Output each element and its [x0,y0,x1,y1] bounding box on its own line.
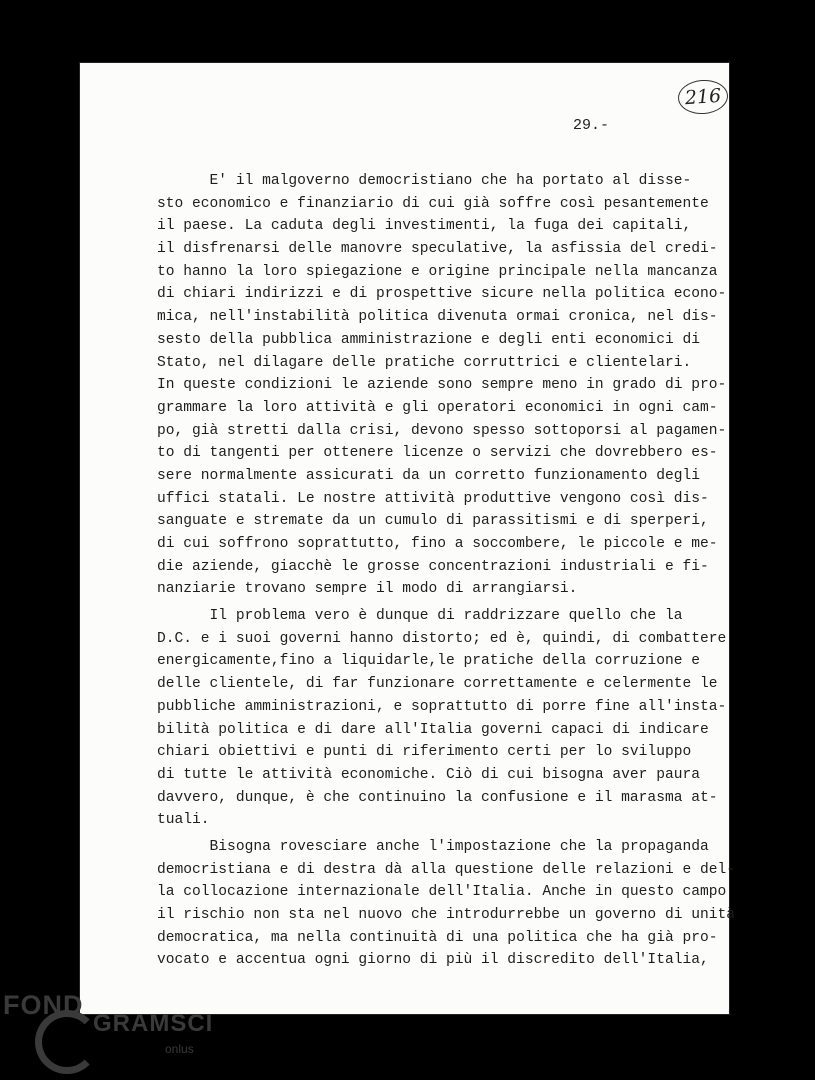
text-line: sto economico e finanziario di cui già soffre così pesantemente [157,195,709,212]
text-line: In queste condizioni le aziende sono sempre meno in grado di pro- [157,377,727,394]
archive-number-stamp: 216 [677,78,729,115]
text-line: uffici statali. Le nostre attività produttive vengono così dis- [157,490,709,507]
text-line: il rischio non sta nel nuovo che introdurrebbe un governo di unità [157,907,736,923]
text-line: democratica, ma nella continuità di una politica che ha già pro- [157,929,718,946]
text-line: sesto della pubblica amministrazione e degli enti economici di [157,331,700,348]
page-number: 29.- [573,117,610,134]
text-line: di tutte le attività economiche. Ciò di cui bisogna aver paura [157,766,700,783]
text-line: delle clientele, di far funzionare correttamente e celermente le [157,676,718,693]
logo-onlus-text: onlus [165,1042,194,1056]
text-line: vocato e accentua ogni giorno di più il discredito dell'Italia, [157,952,709,969]
typed-text-body [157,170,736,972]
text-line: il paese. La caduta degli investimenti, la fuga dei capitali, [157,218,692,235]
text-line: po, già stretti dalla crisi, devono spesso sottoporsi al pagamen- [157,422,727,439]
text-line: chiari obiettivi e punti di riferimento certi per lo sviluppo [157,744,692,761]
text-line: Bisogna rovesciare anche l'impostazione che la propaganda [157,838,709,855]
text-line: nanziarie trovano sempre il modo di arrangiarsi. [157,581,578,598]
logo-g-icon [35,1010,99,1074]
text-line: sanguate e stremate da un cumulo di parassitismi e di sperperi, [157,513,709,530]
text-line: grammare la loro attività e gli operatori economici in ogni cam- [157,399,718,416]
text-line: sere normalmente assicurati da un corretto funzionamento degli [157,467,700,484]
text-line: di cui soffrono soprattutto, fino a soccombere, le piccole e me- [157,536,718,552]
text-line: E' il malgoverno democristiano che ha portato al disse- [157,173,692,189]
text-line: mica, nell'instabilità politica divenuta ormai cronica, nel dis- [157,309,718,326]
text-line: energicamente,fino a liquidarle,le pratiche della corruzione e [157,653,700,670]
text-line: bilità politica e di dare all'Italia governi capaci di indicare [157,721,709,738]
logo-fond-text: FOND [3,990,84,1020]
text-line: Il problema vero è dunque di raddrizzare quello che la [157,608,683,625]
text-line: la collocazione internazionale dell'Italia. Anche in questo campo [157,884,727,901]
text-line: to hanno la loro spiegazione e origine principale nella mancanza [157,263,718,280]
text-line: tuali. [157,812,210,829]
text-line: pubbliche amministrazioni, e soprattutto di porre fine all'insta- [157,698,727,715]
text-line: to di tangenti per ottenere licenze o servizi che dovrebbero es- [157,445,718,462]
text-line: democristiana e di destra dà alla questione delle relazioni e del- [157,861,736,878]
text-line: davvero, dunque, è che continuino la confusione e il marasma at- [157,789,718,806]
text-line: Stato, nel dilagare delle pratiche corruttrici e clientelari. [157,354,692,371]
logo-gramsci-text: GRAMSCI [93,1010,214,1037]
text-line: D.C. e i suoi governi hanno distorto; ed è, quindi, di combattere [157,630,727,647]
fondazione-gramsci-logo [3,990,213,1075]
text-line: il disfrenarsi delle manovre speculative, la asfissia del credi- [157,241,718,258]
text-line: die aziende, giacchè le grosse concentrazioni industriali e fi- [157,558,709,575]
text-line: di chiari indirizzi e di prospettive sicure nella politica econo- [157,286,727,303]
